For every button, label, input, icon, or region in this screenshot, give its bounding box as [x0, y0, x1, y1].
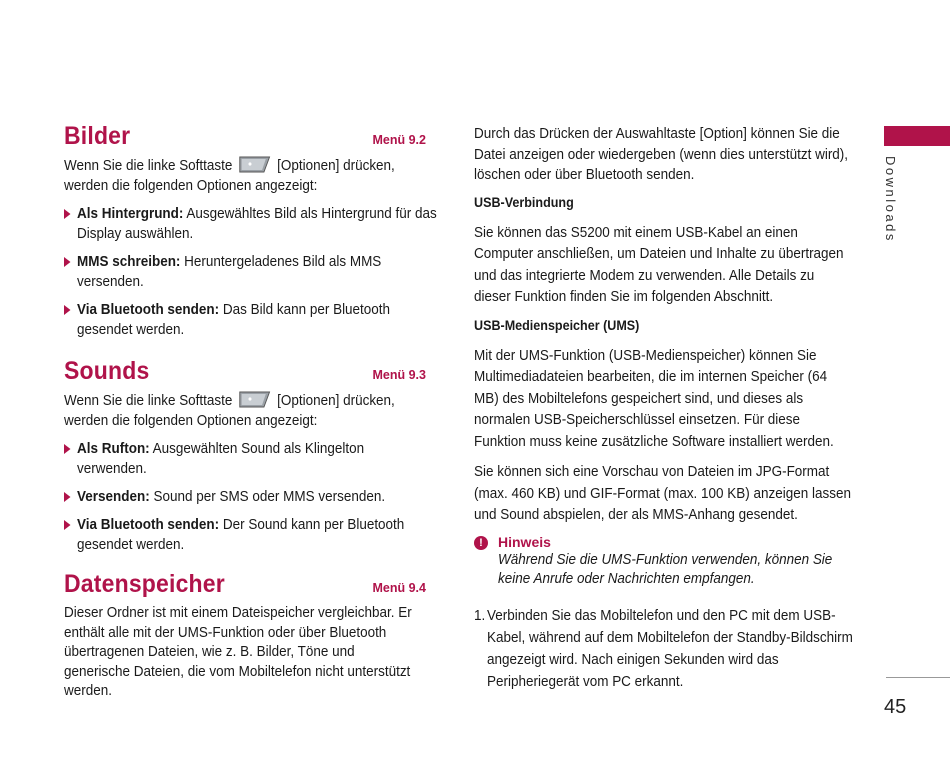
triangle-bullet-icon [64, 444, 71, 454]
item-label: Versenden: [77, 489, 150, 505]
item-label: Als Rufton: [77, 441, 150, 457]
section-intro [64, 391, 424, 431]
list-item [64, 300, 437, 340]
chapter-label [880, 156, 900, 246]
item-text: Ausgewählten Sound als Klingelton verwenden. [77, 441, 365, 477]
item-label: Als Hintergrund: [77, 206, 184, 222]
chapter-tab-bar [884, 126, 950, 146]
page-number: 45 [884, 696, 907, 718]
list-item [64, 204, 437, 244]
section-header [64, 122, 426, 156]
item-label: Via Bluetooth senden: [77, 517, 220, 533]
item-text: Ausgewähltes Bild als Hintergrund für das Display auswählen. [77, 206, 437, 242]
section-header [64, 357, 426, 391]
section-bilder [64, 122, 437, 340]
item-label: Via Bluetooth senden: [77, 302, 220, 318]
note-title: Hinweis [498, 533, 551, 550]
item-label: MMS schreiben: [77, 254, 181, 270]
left-column [64, 122, 437, 702]
intro-text-cont: [Optionen] drücken, werden die folgenden Optionen angezeigt: [64, 393, 395, 429]
right-column [474, 124, 854, 693]
triangle-bullet-icon [64, 520, 71, 530]
left-softkey-icon [239, 156, 271, 173]
intro-text: Wenn Sie die linke Softtaste [64, 393, 233, 409]
left-softkey-icon [239, 391, 271, 408]
item-text: Der Sound kann per Bluetooth gesendet werden. [77, 517, 405, 553]
intro-text-cont: [Optionen] drücken, werden die folgenden Optionen angezeigt: [64, 158, 395, 194]
list-item [64, 439, 437, 479]
paragraph: Sie können das S5200 mit einem USB-Kabel an einen Computer anschließen, um Dateien und Inhalte zu übertragen und das integrierte Modem zu verwenden. Alle Details zu dieser Funktion finden Sie im folgenden Abschnitt. [474, 224, 844, 305]
section-body: Dieser Ordner ist mit einem Dateispeicher vergleichbar. Er enthält alle mit der UMS-Funktion oder über Bluetooth übertragenen Dateien, wie z. B. Bilder, Töne und generische Dateien, die vom Mobiltelefon nicht unterstützt werden. [64, 605, 412, 699]
paragraph: Durch das Drücken der Auswahltaste [Option] können Sie die Datei anzeigen oder wiedergeben (wenn dies unterstützt wird), löschen oder über Bluetooth senden. [474, 126, 849, 183]
triangle-bullet-icon [64, 492, 71, 502]
section-sounds [64, 357, 426, 555]
triangle-bullet-icon [64, 305, 71, 315]
paragraph: Sie können sich eine Vorschau von Dateien im JPG-Format (max. 460 KB) und GIF-Format (max. 100 KB) anzeigen lassen und Sound abspielen, der als MMS-Anhang gesendet. [474, 464, 851, 523]
chapter-label-text: Downloads [883, 156, 898, 243]
paragraph: Mit der UMS-Funktion (USB-Medienspeicher) können Sie Multimediadateien bearbeiten, die im internen Speicher (64 MB) des Mobiltelefons gespeichert sind, und dieses als normalen USB-Speicherschlüssel einsetzen. Für diese Funktion muss keine zusätzliche Software installiert werden. [474, 347, 834, 450]
note-text: Während Sie die UMS-Funktion verwenden, können Sie keine Anrufe oder Nachrichten empfangen. [498, 551, 833, 587]
section-intro [64, 156, 424, 196]
subheading-usb: USB-Verbindung [474, 194, 574, 210]
section-header [64, 570, 426, 604]
list-item [64, 252, 437, 292]
warning-icon: ! [474, 536, 488, 550]
menu-number: Menü 9.3 [372, 368, 426, 382]
step-text: Verbinden Sie das Mobiltelefon und den PC mit dem USB-Kabel, während auf dem Mobiltelefon der Standby-Bildschirm angezeigt wird. Nach einigen Sekunden wird das Peripheriegerät vom PC erkannt. [487, 607, 853, 690]
section-title: Sounds [64, 357, 150, 385]
section-title: Bilder [64, 122, 131, 150]
step-number: 1. [474, 607, 486, 624]
section-datenspeicher [64, 570, 426, 702]
triangle-bullet-icon [64, 209, 71, 219]
subheading-ums: USB-Medienspeicher (UMS) [474, 317, 640, 333]
triangle-bullet-icon [64, 257, 71, 267]
numbered-step [474, 605, 865, 693]
intro-text: Wenn Sie die linke Softtaste [64, 158, 233, 174]
item-text: Sound per SMS oder MMS versenden. [153, 489, 386, 505]
section-title: Datenspeicher [64, 570, 225, 598]
menu-number: Menü 9.4 [372, 581, 426, 595]
list-item [64, 487, 437, 507]
list-item [64, 515, 437, 555]
item-text: Das Bild kann per Bluetooth gesendet werden. [77, 302, 391, 338]
menu-number: Menü 9.2 [372, 133, 426, 147]
item-text: Heruntergeladenes Bild als MMS versenden. [77, 254, 382, 290]
page-number-rule [886, 677, 950, 678]
note-box [474, 534, 854, 589]
